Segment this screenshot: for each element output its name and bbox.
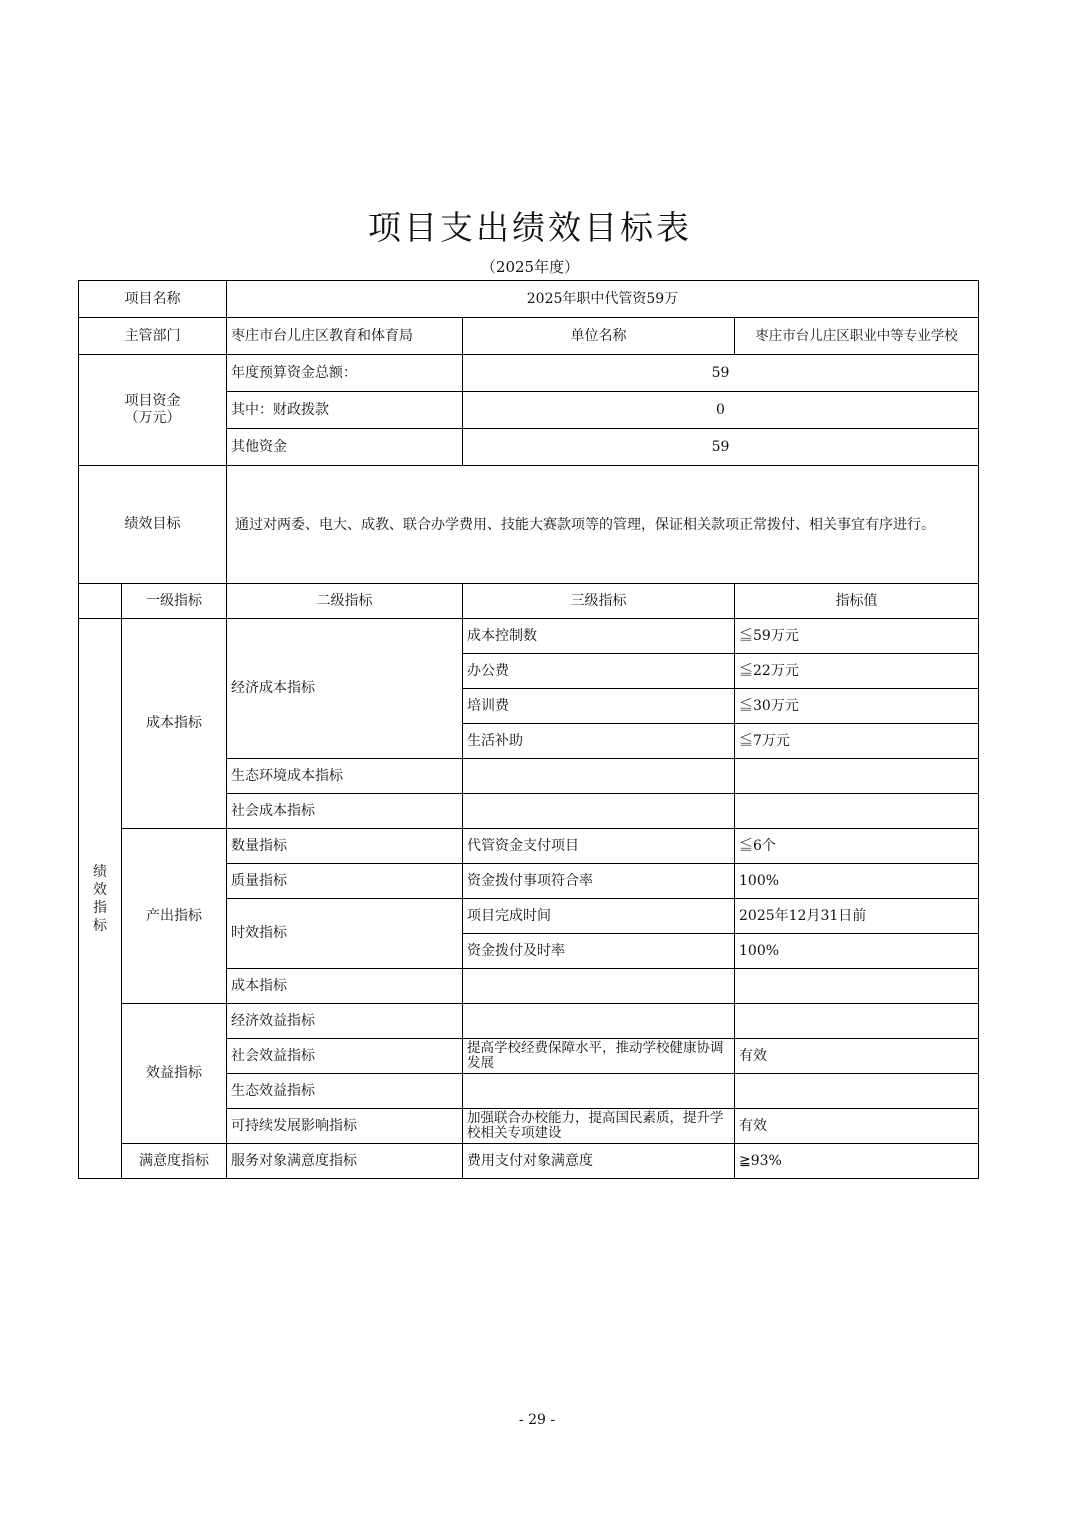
- level3-cell: 培训费: [463, 689, 735, 724]
- table-row: [79, 1144, 979, 1179]
- level2-cell: 生态效益指标: [227, 1074, 463, 1109]
- header-blank: [79, 584, 122, 619]
- table-row: [79, 1004, 979, 1039]
- perf-indicator-label: [79, 619, 122, 1179]
- header-value: 指标值: [735, 584, 979, 619]
- goal-label: 绩效目标: [79, 466, 227, 584]
- unit-label: 单位名称: [463, 318, 735, 355]
- page-title: 项目支出绩效目标表: [368, 208, 692, 247]
- funds-label: [79, 355, 227, 466]
- project-name-label: 项目名称: [79, 281, 227, 318]
- value-cell: 2025年12月31日前: [735, 899, 979, 934]
- goal-text: 通过对两委、电大、成教、联合办学费用、技能大赛款项等的管理，保证相关款项正常拨付、相关事宜有序进行。: [227, 466, 979, 584]
- funds-fiscal-value: 0: [463, 392, 979, 429]
- economic-cost-label: 经济成本指标: [227, 619, 463, 759]
- level3-cell: [463, 759, 735, 794]
- dept-value: 枣庄市台儿庄区教育和体育局: [227, 318, 463, 355]
- project-name-row: [79, 281, 979, 318]
- table-row: [79, 619, 979, 654]
- value-cell: 有效: [735, 1109, 979, 1144]
- funds-other-value: 59: [463, 429, 979, 466]
- perf-label-char: 绩: [93, 863, 107, 880]
- level2-cell: 质量指标: [227, 864, 463, 899]
- value-cell: [735, 794, 979, 829]
- satisfaction-indicator-label: 满意度指标: [122, 1144, 227, 1179]
- header-level2: 二级指标: [227, 584, 463, 619]
- level3-cell: 生活补助: [463, 724, 735, 759]
- value-cell: ≦6个: [735, 829, 979, 864]
- value-cell: [735, 1074, 979, 1109]
- value-cell: ≦22万元: [735, 654, 979, 689]
- dept-label: 主管部门: [79, 318, 227, 355]
- page-number: - 29 -: [518, 1412, 556, 1428]
- value-cell: ≦7万元: [735, 724, 979, 759]
- perf-label-char: 标: [93, 917, 107, 934]
- level3-cell: 资金拨付及时率: [463, 934, 735, 969]
- unit-value: 枣庄市台儿庄区职业中等专业学校: [735, 318, 979, 355]
- header-level1: 一级指标: [122, 584, 227, 619]
- level3-cell: [463, 794, 735, 829]
- performance-table: [78, 280, 979, 1179]
- table-row: [79, 829, 979, 864]
- header-level3: 三级指标: [463, 584, 735, 619]
- funds-row: [79, 355, 979, 392]
- level2-cell: 经济效益指标: [227, 1004, 463, 1039]
- level3-cell: 提高学校经费保障水平，推动学校健康协调发展: [463, 1039, 735, 1074]
- value-cell: [735, 969, 979, 1004]
- level3-cell: 成本控制数: [463, 619, 735, 654]
- perf-label-char: 指: [93, 899, 107, 916]
- value-cell: ≦59万元: [735, 619, 979, 654]
- funds-other-label: 其他资金: [227, 429, 463, 466]
- level3-cell: 项目完成时间: [463, 899, 735, 934]
- level2-cell: 社会效益指标: [227, 1039, 463, 1074]
- value-cell: [735, 1004, 979, 1039]
- year-subtitle: （2025年度）: [480, 258, 580, 276]
- benefit-indicator-label: 效益指标: [122, 1004, 227, 1144]
- level2-cell: 成本指标: [227, 969, 463, 1004]
- level3-cell: [463, 969, 735, 1004]
- value-cell: [735, 759, 979, 794]
- value-cell: ≧93%: [735, 1144, 979, 1179]
- header-row: [79, 584, 979, 619]
- department-row: [79, 318, 979, 355]
- level2-cell: 时效指标: [227, 899, 463, 969]
- perf-label-char: 效: [93, 881, 107, 898]
- level3-cell: 费用支付对象满意度: [463, 1144, 735, 1179]
- cost-indicator-label: 成本指标: [122, 619, 227, 829]
- funds-label-line2: （万元）: [124, 410, 181, 426]
- value-cell: 100%: [735, 864, 979, 899]
- goal-row: [79, 466, 979, 584]
- project-name-value: 2025年职中代管资59万: [227, 281, 979, 318]
- level3-cell: 资金拨付事项符合率: [463, 864, 735, 899]
- value-cell: 有效: [735, 1039, 979, 1074]
- level2-cell: 社会成本指标: [227, 794, 463, 829]
- output-indicator-label: 产出指标: [122, 829, 227, 1004]
- value-cell: ≦30万元: [735, 689, 979, 724]
- level2-cell: 生态环境成本指标: [227, 759, 463, 794]
- value-cell: 100%: [735, 934, 979, 969]
- level2-cell: 服务对象满意度指标: [227, 1144, 463, 1179]
- funds-fiscal-label: 其中：财政拨款: [227, 392, 463, 429]
- funds-total-label: 年度预算资金总额：: [227, 355, 463, 392]
- level3-cell: 办公费: [463, 654, 735, 689]
- level2-cell: 可持续发展影响指标: [227, 1109, 463, 1144]
- funds-label-line1: 项目资金: [124, 393, 181, 409]
- level3-cell: 加强联合办校能力，提高国民素质，提升学校相关专项建设: [463, 1109, 735, 1144]
- level3-cell: [463, 1004, 735, 1039]
- level3-cell: [463, 1074, 735, 1109]
- level2-cell: 数量指标: [227, 829, 463, 864]
- level3-cell: 代管资金支付项目: [463, 829, 735, 864]
- funds-total-value: 59: [463, 355, 979, 392]
